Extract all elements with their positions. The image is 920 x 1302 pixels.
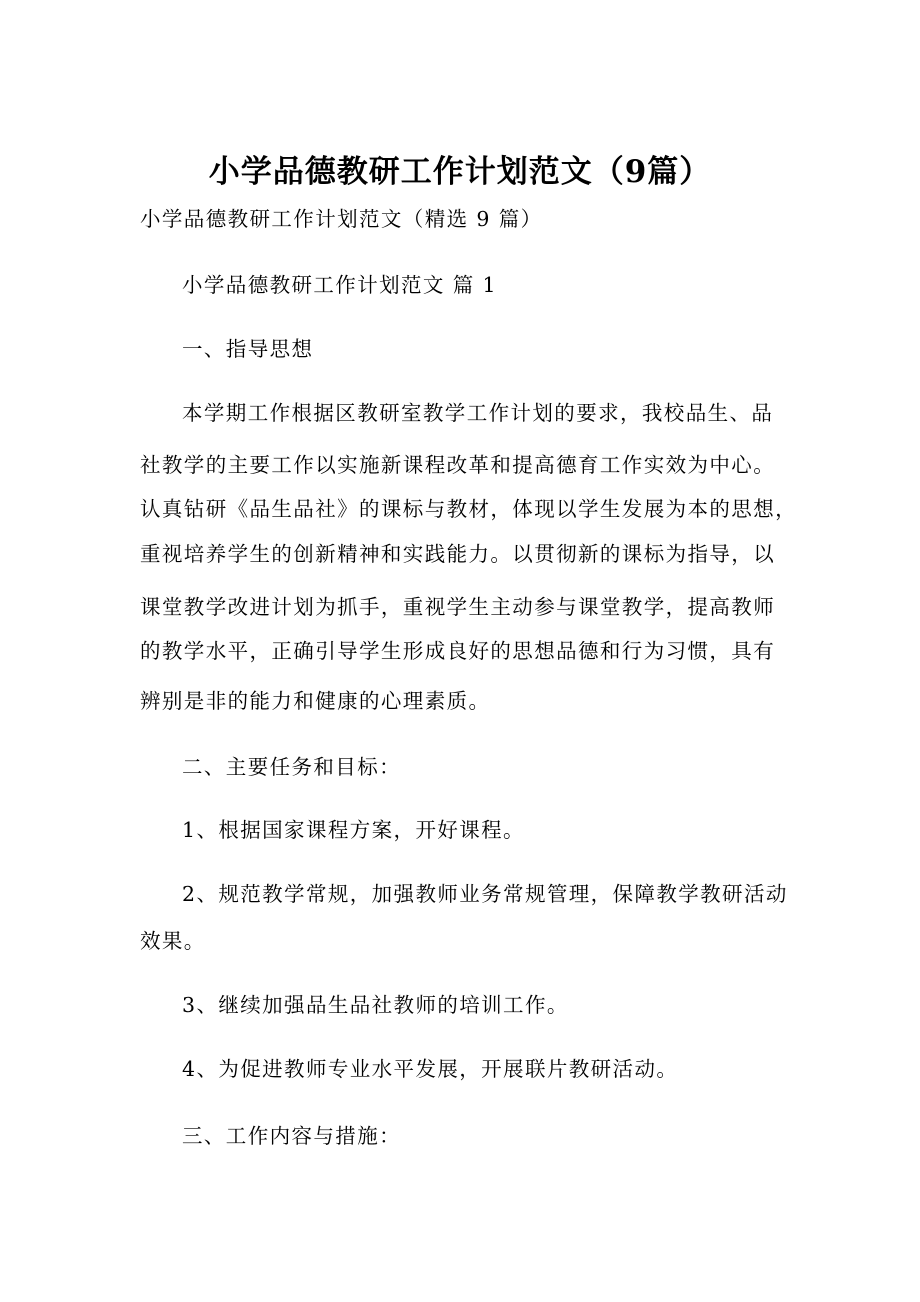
paragraph-line: 重视培养学生的创新精神和实践能力。以贯彻新的课标为指导，以: [140, 542, 776, 566]
section-heading: 小学品德教研工作计划范文 篇 1: [182, 273, 497, 297]
paragraph-line: 辨别是非的能力和健康的心理素质。: [140, 689, 491, 713]
list-item: 4、为促进教师专业水平发展，开展联片教研活动。: [182, 1057, 679, 1081]
document-title: 小学品德教研工作计划范文（9篇）: [208, 154, 712, 190]
paragraph-line: 社教学的主要工作以实施新课程改革和提高德育工作实效为中心。: [140, 453, 776, 477]
list-item-continuation: 效果。: [140, 929, 206, 953]
document-subtitle: 小学品德教研工作计划范文（精选 9 篇）: [140, 207, 543, 231]
list-item: 1、根据国家课程方案，开好课程。: [182, 818, 525, 842]
paragraph-line: 认真钻研《品生品社》的课标与教材，体现以学生发展为本的思想，: [140, 497, 797, 521]
list-item: 2、规范教学常规，加强教师业务常规管理，保障教学教研活动: [182, 882, 788, 906]
heading-guiding-ideology: 一、指导思想: [182, 337, 314, 361]
paragraph-line: 课堂教学改进计划为抓手，重视学生主动参与课堂教学，提高教师: [140, 595, 776, 619]
paragraph-line: 本学期工作根据区教研室教学工作计划的要求，我校品生、品: [182, 401, 774, 425]
heading-work-measures: 三、工作内容与措施：: [182, 1124, 401, 1148]
list-item: 3、继续加强品生品社教师的培训工作。: [182, 993, 569, 1017]
heading-tasks-goals: 二、主要任务和目标：: [182, 755, 401, 779]
paragraph-line: 的教学水平，正确引导学生形成良好的思想品德和行为习惯，具有: [140, 639, 776, 663]
